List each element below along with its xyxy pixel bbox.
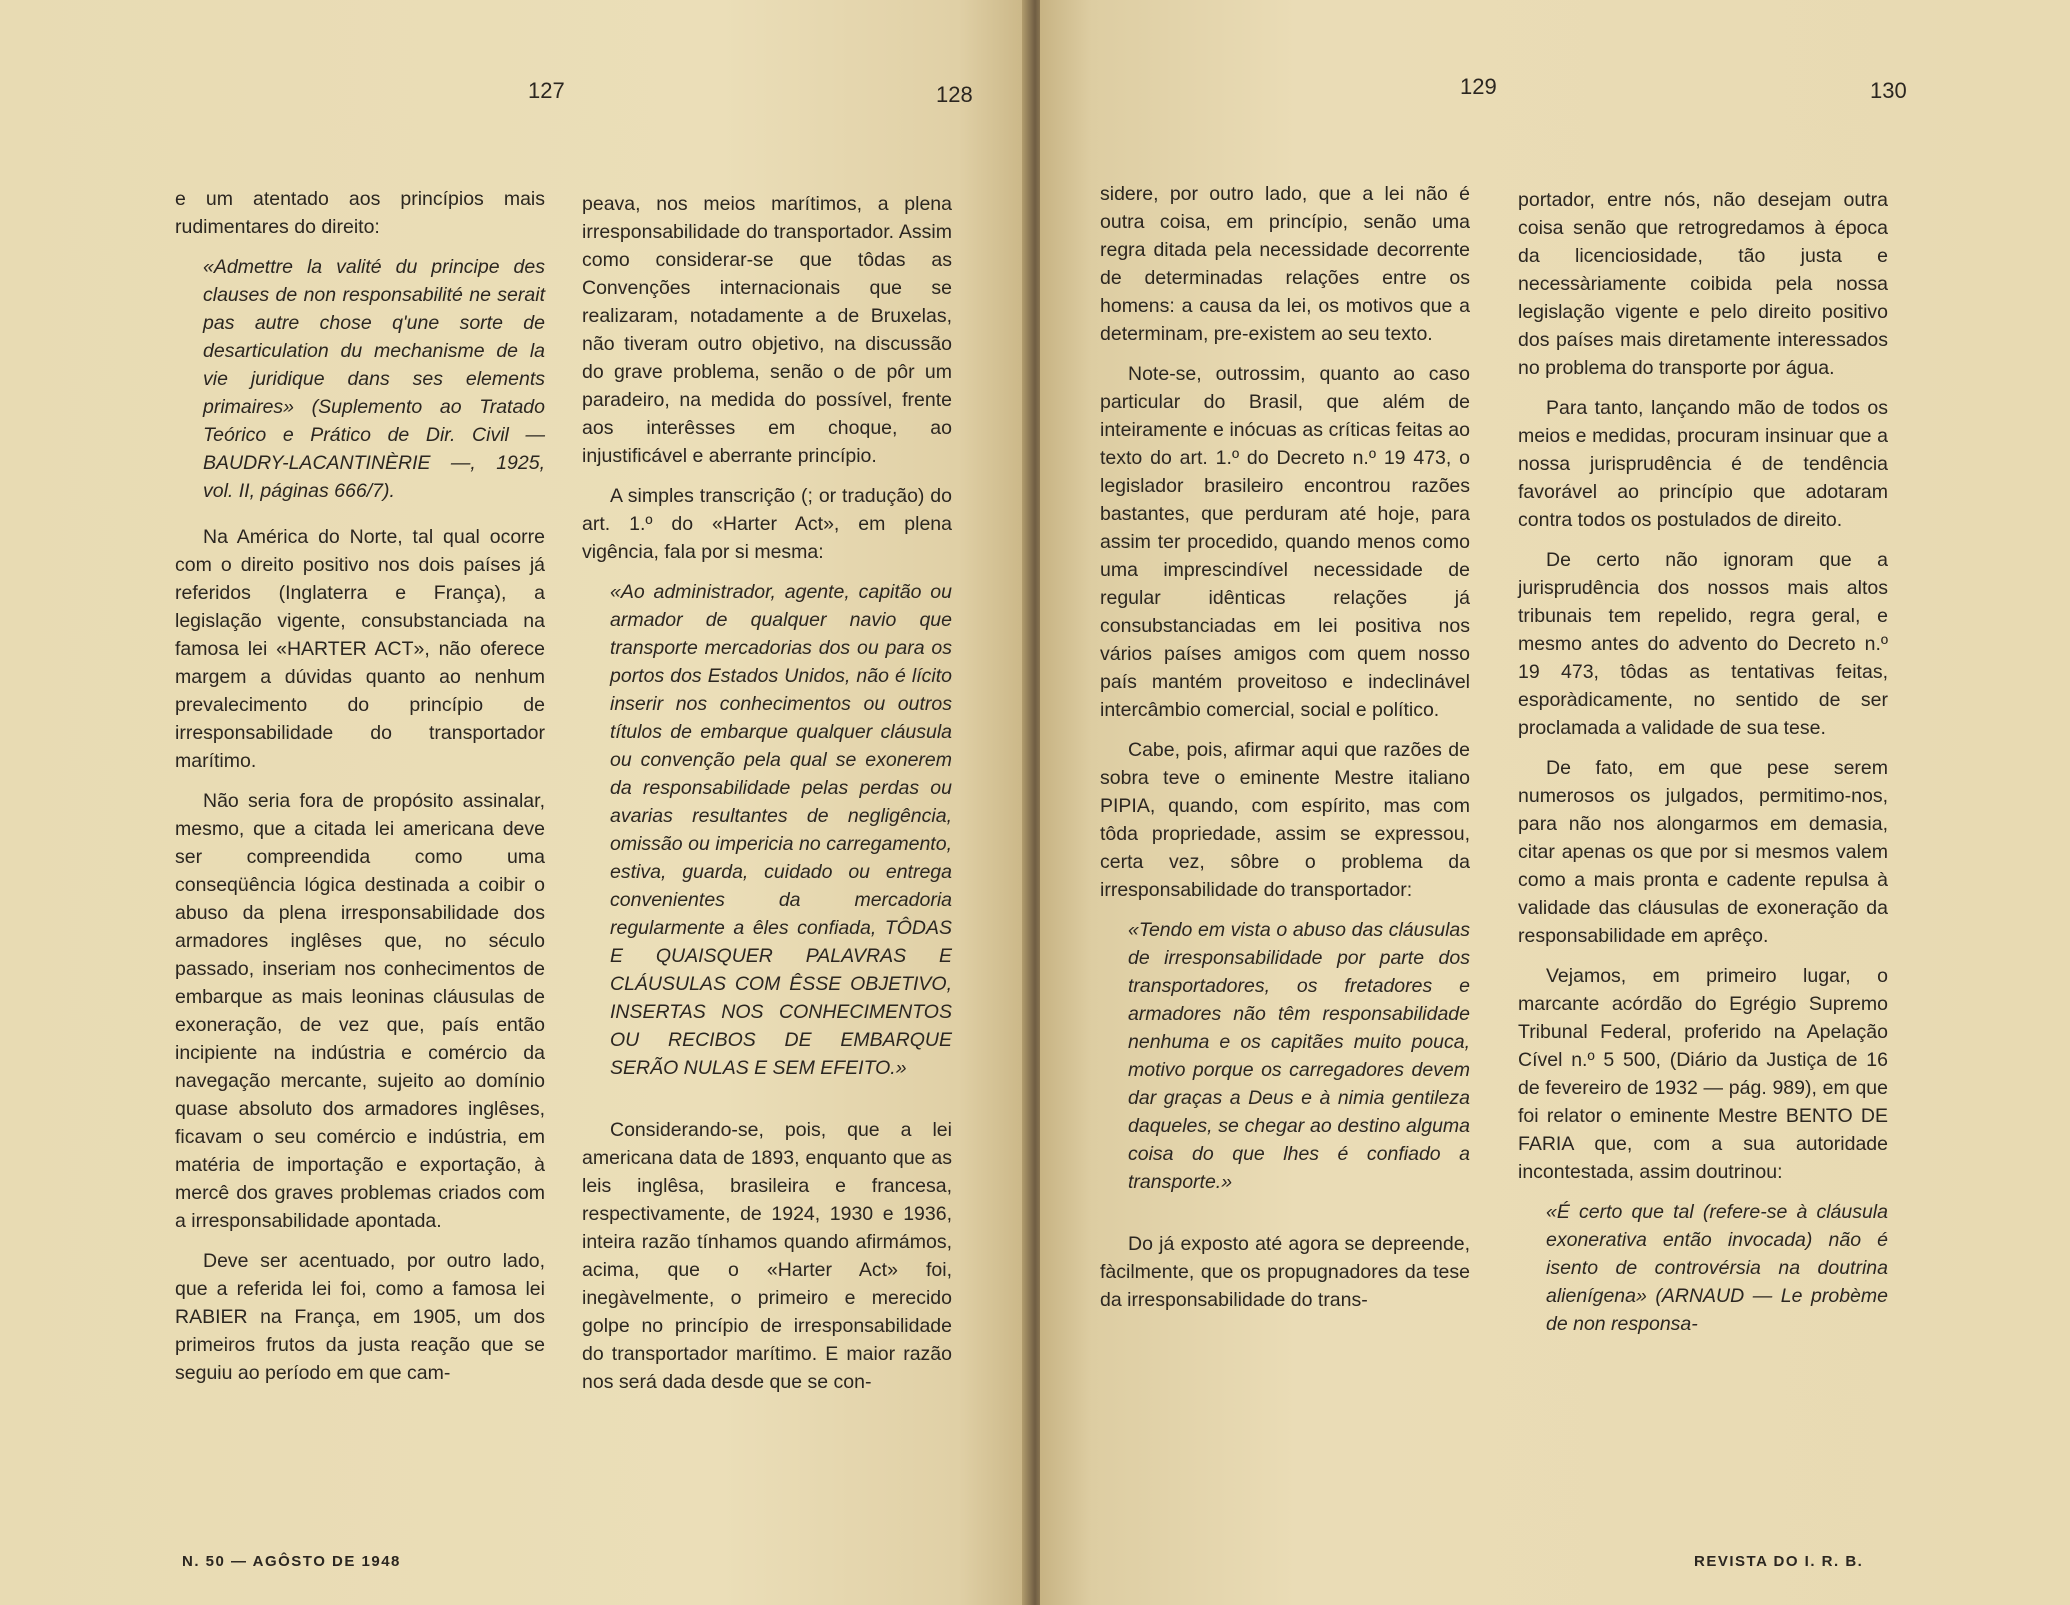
paragraph: Note-se, outrossim, quanto ao caso particular do Brasil, que além de inteiramente e inócuas as críticas feitas ao texto do art. 1.º do Decreto n.º 19 473, o legislador brasileiro encontrou razões bastantes, que perduram até hoje, para assim ter procedido, quando menos como uma imprescindível necessidade de regular idênticas relações já consubstanciadas em lei positiva nos vários países amigos com quem nosso país mantém proveitoso e indeclinável intercâmbio comercial, social e político.: [1100, 363, 1470, 721]
paragraph: portador, entre nós, não desejam outra coisa senão que retrogredamos à época da licenciosidade, tão justa e necessàriamente coibida pela nossa legislação vigente e pelo direito positivo dos países mais diretamente interessados no problema do transporte por água.: [1518, 189, 1888, 379]
block-quote: «Ao administrador, agente, capitão ou armador de qualquer navio que transporte mercadorias dos ou para os portos dos Estados Unidos, não é lícito inserir nos conhecimentos ou outros títulos de embarque qualquer cláusula ou convenção pela qual se exonerem da responsabilidade pelas perdas ou avarias resultantes de negligência, omissão ou impericia no carregamento, estiva, guarda, cuidado ou entrega convenientes da mercadoria regularmente a êles confiada, TÔDAS E QUAISQUER PALAVRAS E CLÁUSULAS COM ÊSSE OBJETIVO, INSERTAS NOS CONHECIMENTOS OU RECIBOS DE EMBARQUE SERÃO NULAS E SEM EFEITO.»: [610, 581, 952, 1079]
paragraph: Para tanto, lançando mão de todos os meios e medidas, procuram insinuar que a nossa jurisprudência é de tendência favorável ao princípio que adotaram contra todos os postulados de direito.: [1518, 397, 1888, 531]
paragraph: De certo não ignoram que a jurisprudência dos nossos mais altos tribunais tem repelido, regra geral, e mesmo antes do advento do Decreto n.º 19 473, tôdas as tentativas feitas, esporàdicamente, no sentido de ser proclamada a validade de sua tese.: [1518, 549, 1888, 739]
paragraph: Na América do Norte, tal qual ocorre com o direito positivo nos dois países já referidos (Inglaterra e França), a legislação vigente, consubstanciada na famosa lei «HARTER ACT», não oferece margem a dúvidas quanto ao nenhum prevalecimento do princípio de irresponsabilidade do transportador marítimo.: [175, 526, 545, 772]
paragraph: Deve ser acentuado, por outro lado, que a referida lei foi, como a famosa lei RABIER na França, em 1905, um dos primeiros frutos da justa reação que se seguiu ao período em que cam-: [175, 1250, 545, 1384]
text-column: [582, 190, 952, 1408]
paragraph: De fato, em que pese serem numerosos os julgados, permitimo-nos, para não nos alongarmos em demasia, citar apenas os que por si mesmos valem como a mais pronta e cadente repulsa à validade das cláusulas de exoneração da responsabilidade em aprêço.: [1518, 757, 1888, 947]
block-quote: «É certo que tal (refere-se à cláusula exonerativa então invocada) não é isento de controvérsia na doutrina alienígena» (ARNAUD — Le probème de non responsa-: [1546, 1201, 1888, 1335]
page-number: 128: [936, 82, 973, 107]
paragraph: Cabe, pois, afirmar aqui que razões de sobra teve o eminente Mestre italiano PIPIA, quando, com espírito, mas com tôda propriedade, assim se expressou, certa vez, sôbre o problema da irresponsabilidade do transportador:: [1100, 739, 1470, 901]
footer-issue: N. 50 — AGÔSTO DE 1948: [182, 1553, 401, 1570]
page-number: 129: [1460, 74, 1497, 99]
text-column: [1518, 186, 1888, 1356]
paragraph: Do já exposto até agora se depreende, fàcilmente, que os propugnadores da tese da irresponsabilidade do trans-: [1100, 1233, 1470, 1311]
page-number: 127: [528, 78, 565, 103]
paragraph: peava, nos meios marítimos, a plena irresponsabilidade do transportador. Assim como considerar-se que tôdas as Convenções internacionais que se realizaram, notadamente a de Bruxelas, não tiveram outro objetivo, na discussão do grave problema, senão o de pôr um paradeiro, na medida do possível, frente aos interêsses em choque, ao injustificável e aberrante princípio.: [582, 193, 952, 467]
block-quote: «Tendo em vista o abuso das cláusulas de irresponsabilidade por parte dos transportadores, os fretadores e armadores não têm responsabilidade nenhuma e os capitães muito pouca, motivo porque os carregadores devem dar graças a Deus e à nimia gentileza daqueles, se chegar ao destino alguma coisa do que lhes é confiado a transporte.»: [1128, 919, 1470, 1193]
paragraph: Considerando-se, pois, que a lei americana data de 1893, enquanto que as leis inglêsa, brasileira e francesa, respectivamente, de 1924, 1930 e 1936, inteira razão tínhamos quando afirmámos, acima, que o «Harter Act» foi, inegàvelmente, o primeiro e merecido golpe no princípio de irresponsabilidade do transportador marítimo. E maior razão nos será dada desde que se con-: [582, 1119, 952, 1393]
text-column: [1100, 180, 1470, 1326]
footer-journal: REVISTA DO I. R. B.: [1694, 1553, 1864, 1570]
paragraph: sidere, por outro lado, que a lei não é outra coisa, em princípio, senão uma regra ditada pela necessidade decorrente de determinadas relações entre os homens: a causa da lei, os motivos que a determinam, pre-existem ao seu texto.: [1100, 183, 1470, 345]
text-column: [175, 185, 545, 1399]
block-quote: «Admettre la valité du principe des clauses de non responsabilité ne serait pas autre chose q'une sorte de desarticulation du mechanisme de la vie juridique dans ses elements primaires» (Suplemento ao Tratado Teórico e Prático de Dir. Civil — BAUDRY-LACANTINÈRIE —, 1925, vol. II, páginas 666/7).: [203, 256, 545, 502]
right-page: [1040, 0, 2070, 1605]
paragraph: A simples transcrição (; or tradução) do art. 1.º do «Harter Act», em plena vigência, fala por si mesma:: [582, 485, 952, 563]
paragraph: Não seria fora de propósito assinalar, mesmo, que a citada lei americana deve ser compreendida como uma conseqüência lógica destinada a coibir o abuso da plena irresponsabilidade dos armadores inglêses que, no século passado, inseriam nos conhecimentos de embarque as mais leoninas cláusulas de exoneração, de vez que, país então incipiente na indústria e comércio da navegação mercante, sujeito ao domínio quase absoluto dos armadores inglêses, ficavam o seu comércio e indústria, em matéria de importação e exportação, à mercê dos graves problemas criados com a irresponsabilidade apontada.: [175, 790, 545, 1232]
paragraph: e um atentado aos princípios mais rudimentares do direito:: [175, 188, 545, 238]
page-number: 130: [1870, 78, 1907, 103]
left-page: [0, 0, 1030, 1605]
paragraph: Vejamos, em primeiro lugar, o marcante acórdão do Egrégio Supremo Tribunal Federal, proferido na Apelação Cível n.º 5 500, (Diário da Justiça de 16 de fevereiro de 1932 — pág. 989), em que foi relator o eminente Mestre BENTO DE FARIA que, com a sua autoridade incontestada, assim doutrinou:: [1518, 965, 1888, 1183]
